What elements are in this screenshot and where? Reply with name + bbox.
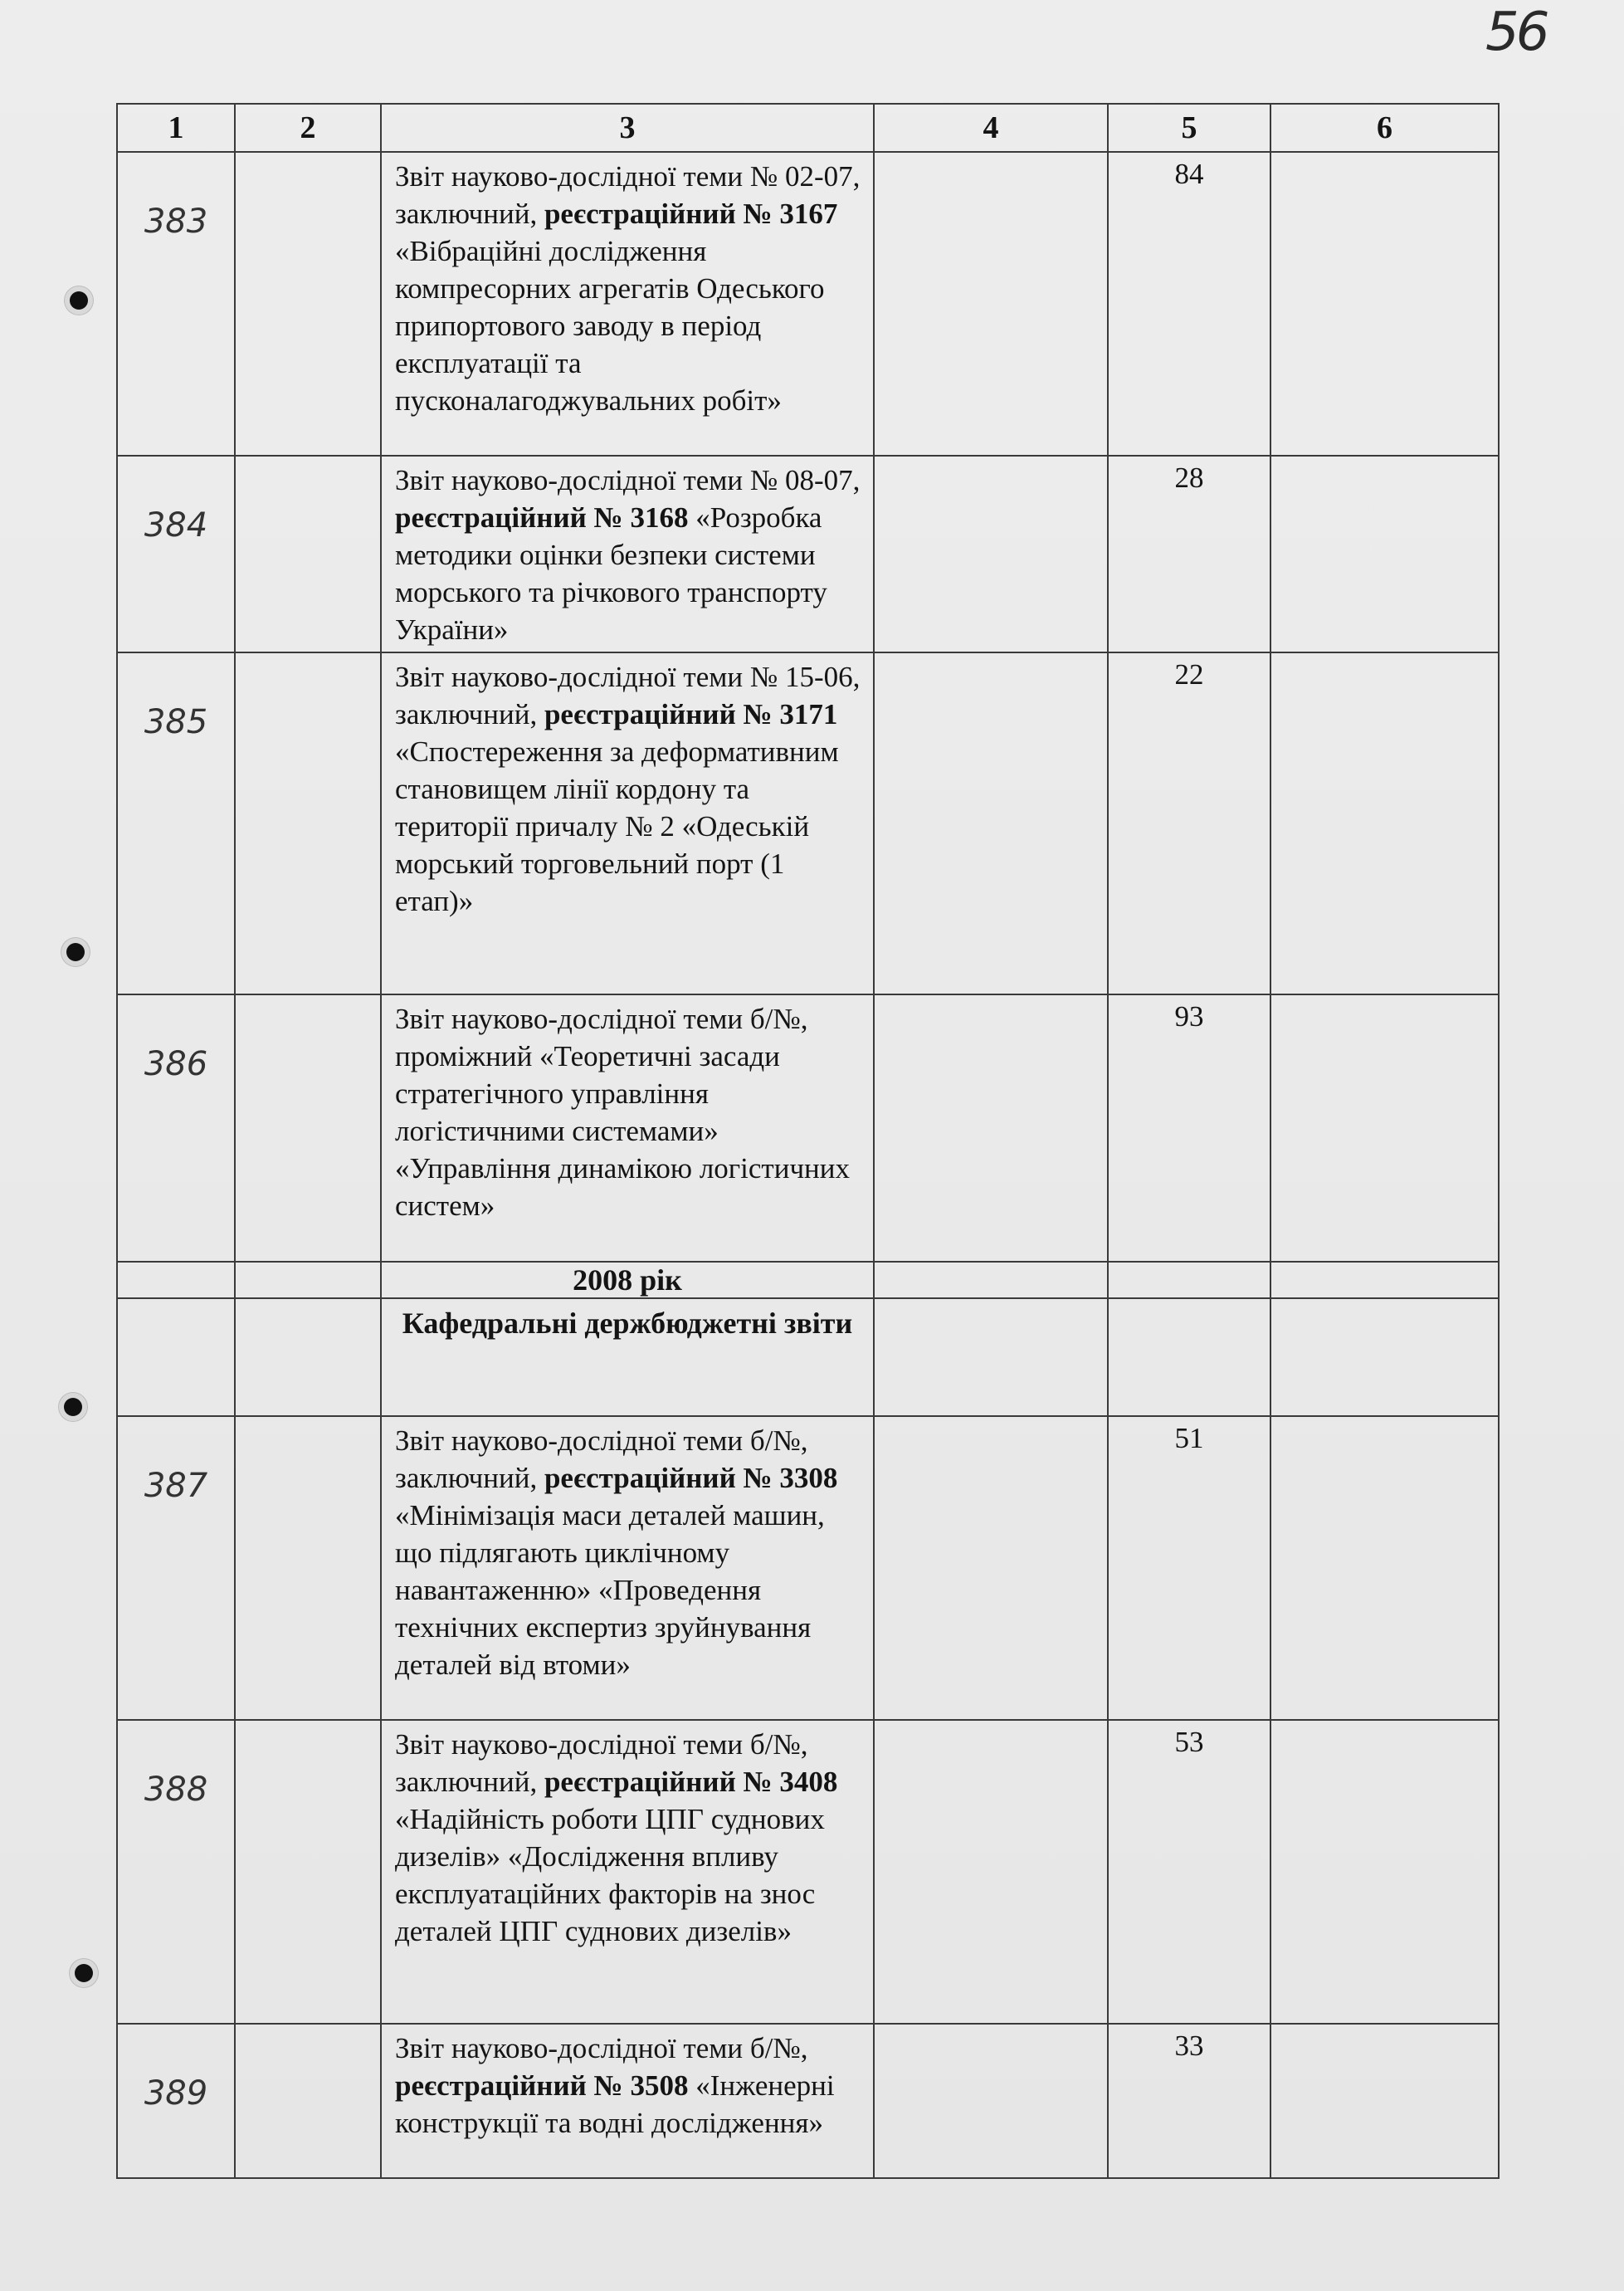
item-number: 386 bbox=[117, 994, 235, 1262]
punch-hole bbox=[64, 1398, 82, 1416]
empty-cell bbox=[874, 2024, 1108, 2178]
empty-cell bbox=[117, 1298, 235, 1416]
empty-cell bbox=[874, 1298, 1108, 1416]
column-header: 6 bbox=[1270, 104, 1499, 152]
report-description: Звіт науково-дослідної теми № 08-07, реєстраційний № 3168 «Розробка методики оцінки безпеки системи морського та річкового транспорту України» bbox=[381, 456, 874, 652]
empty-cell bbox=[1108, 1298, 1270, 1416]
empty-cell bbox=[1270, 456, 1499, 652]
table-row bbox=[117, 994, 1499, 1262]
registration-number: реєстраційний № 3408 bbox=[544, 1766, 838, 1798]
item-number: 385 bbox=[117, 652, 235, 994]
empty-cell bbox=[235, 994, 381, 1262]
empty-cell bbox=[235, 2024, 381, 2178]
page-count: 93 bbox=[1108, 994, 1270, 1262]
handwritten-page-number: 56 bbox=[1485, 2, 1547, 63]
empty-cell bbox=[235, 1416, 381, 1720]
page-count: 53 bbox=[1108, 1720, 1270, 2024]
report-description: Звіт науково-дослідної теми № 15-06, заключний, реєстраційний № 3171 «Спостереження за деформативним становищем лінії кордону та території причалу № 2 «Одеській морський торговельний порт (1 етап)» bbox=[381, 652, 874, 994]
section-title: Кафедральні держбюджетні звіти bbox=[381, 1298, 874, 1416]
table-row bbox=[117, 1416, 1499, 1720]
empty-cell bbox=[874, 1720, 1108, 2024]
column-header-row bbox=[117, 104, 1499, 152]
punch-hole bbox=[70, 291, 88, 310]
empty-cell bbox=[1270, 994, 1499, 1262]
item-number: 383 bbox=[117, 152, 235, 456]
report-description: Звіт науково-дослідної теми б/№, реєстраційний № 3508 «Інженерні конструкції та водні дослідження» bbox=[381, 2024, 874, 2178]
punch-hole bbox=[75, 1964, 93, 1982]
empty-cell bbox=[235, 152, 381, 456]
empty-cell bbox=[235, 456, 381, 652]
item-number: 387 bbox=[117, 1416, 235, 1720]
report-description: Звіт науково-дослідної теми б/№, заключний, реєстраційний № 3308 «Мінімізація маси деталей машин, що підлягають циклічному навантаженню» «Проведення технічних експертиз зруйнування деталей від втоми» bbox=[381, 1416, 874, 1720]
item-number: 389 bbox=[117, 2024, 235, 2178]
item-number: 388 bbox=[117, 1720, 235, 2024]
item-number: 384 bbox=[117, 456, 235, 652]
empty-cell bbox=[1108, 1262, 1270, 1298]
registration-number: реєстраційний № 3171 bbox=[544, 698, 838, 730]
section-year-row bbox=[117, 1262, 1499, 1298]
column-header: 2 bbox=[235, 104, 381, 152]
empty-cell bbox=[874, 652, 1108, 994]
column-header: 4 bbox=[874, 104, 1108, 152]
table-row bbox=[117, 456, 1499, 652]
registry-table bbox=[116, 103, 1500, 2179]
report-description: Звіт науково-дослідної теми б/№, проміжний «Теоретичні засади стратегічного управління логістичними системами» «Управління динамікою логістичних систем» bbox=[381, 994, 874, 1262]
table-row bbox=[117, 1720, 1499, 2024]
page-count: 22 bbox=[1108, 652, 1270, 994]
page-count: 51 bbox=[1108, 1416, 1270, 1720]
empty-cell bbox=[874, 1262, 1108, 1298]
section-year: 2008 рік bbox=[381, 1262, 874, 1298]
registration-number: реєстраційний № 3308 bbox=[544, 1462, 838, 1494]
empty-cell bbox=[1270, 1262, 1499, 1298]
registration-number: реєстраційний № 3508 bbox=[395, 2069, 689, 2102]
table-row bbox=[117, 2024, 1499, 2178]
empty-cell bbox=[235, 1298, 381, 1416]
table-row bbox=[117, 652, 1499, 994]
empty-cell bbox=[1270, 652, 1499, 994]
page-count: 33 bbox=[1108, 2024, 1270, 2178]
column-header: 1 bbox=[117, 104, 235, 152]
empty-cell bbox=[874, 1416, 1108, 1720]
empty-cell bbox=[1270, 1416, 1499, 1720]
empty-cell bbox=[1270, 1298, 1499, 1416]
column-header: 5 bbox=[1108, 104, 1270, 152]
empty-cell bbox=[1270, 2024, 1499, 2178]
table-row bbox=[117, 152, 1499, 456]
empty-cell bbox=[874, 994, 1108, 1262]
punch-hole bbox=[66, 943, 85, 961]
empty-cell bbox=[874, 456, 1108, 652]
empty-cell bbox=[1270, 1720, 1499, 2024]
empty-cell bbox=[1270, 152, 1499, 456]
empty-cell bbox=[235, 1262, 381, 1298]
empty-cell bbox=[117, 1262, 235, 1298]
report-description: Звіт науково-дослідної теми № 02-07, заключний, реєстраційний № 3167 «Вібраційні дослідження компресорних агрегатів Одеського припортового заводу в період експлуатації та пусконалагоджувальних робіт» bbox=[381, 152, 874, 456]
page-count: 84 bbox=[1108, 152, 1270, 456]
empty-cell bbox=[235, 1720, 381, 2024]
page-count: 28 bbox=[1108, 456, 1270, 652]
report-description: Звіт науково-дослідної теми б/№, заключний, реєстраційний № 3408 «Надійність роботи ЦПГ суднових дизелів» «Дослідження впливу експлуатаційних факторів на знос деталей ЦПГ суднових дизелів» bbox=[381, 1720, 874, 2024]
registration-number: реєстраційний № 3168 bbox=[395, 501, 689, 534]
column-header: 3 bbox=[381, 104, 874, 152]
section-title-row bbox=[117, 1298, 1499, 1416]
empty-cell bbox=[235, 652, 381, 994]
empty-cell bbox=[874, 152, 1108, 456]
registration-number: реєстраційний № 3167 bbox=[544, 198, 838, 230]
